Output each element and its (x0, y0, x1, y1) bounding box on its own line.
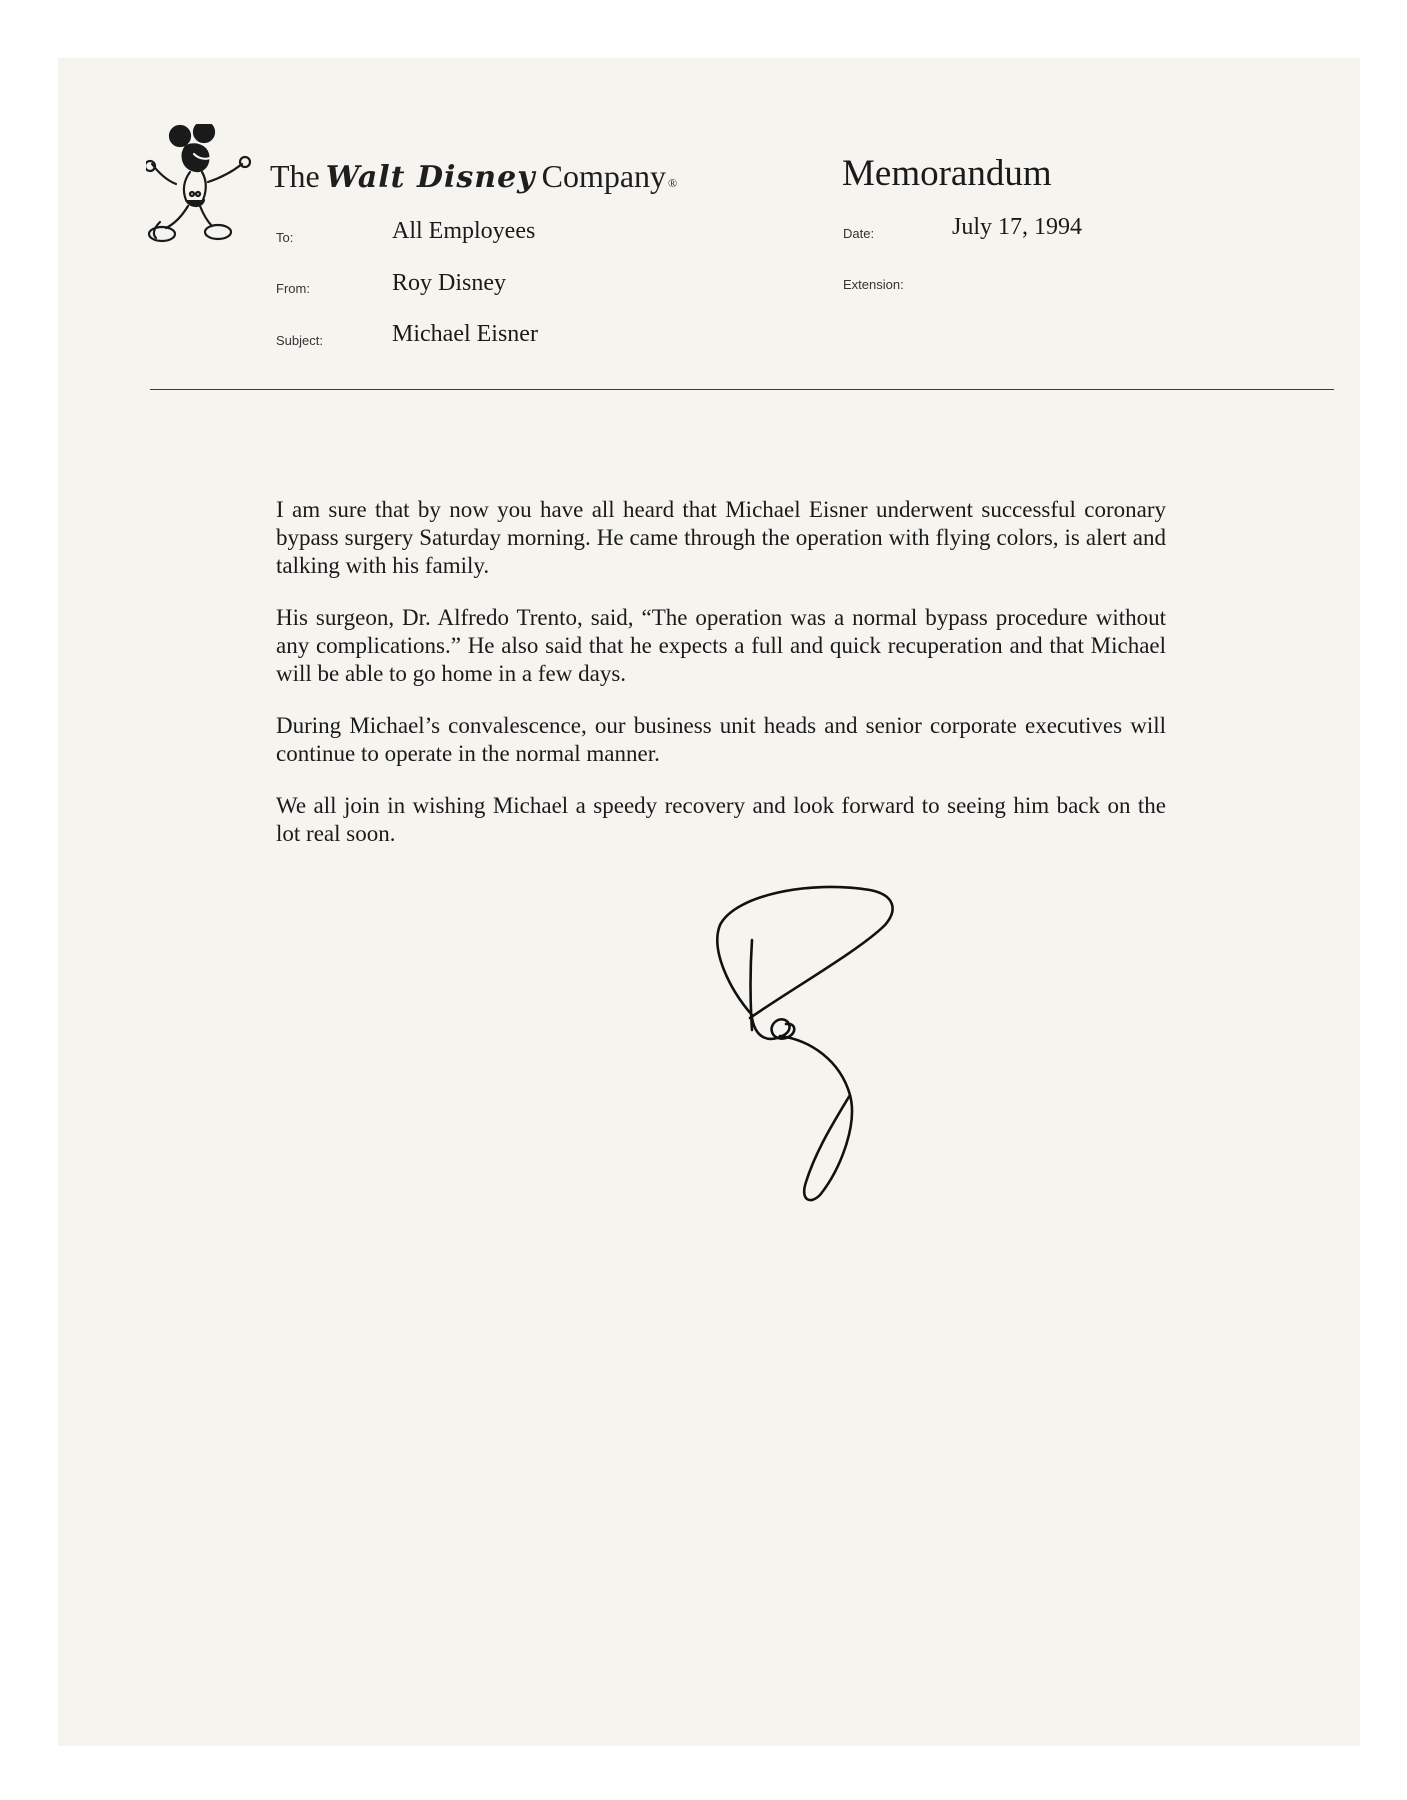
handwritten-signature (700, 870, 920, 1220)
subject-value: Michael Eisner (392, 321, 538, 347)
extension-label: Extension: (843, 277, 904, 292)
date-value: July 17, 1994 (952, 214, 1083, 240)
date-label: Date: (843, 226, 875, 241)
from-label: From: (276, 281, 310, 296)
to-label: To: (276, 230, 294, 245)
header-divider (150, 389, 1334, 390)
subject-label: Subject: (276, 333, 323, 348)
company-wordmark (270, 158, 677, 195)
brand-script-logo: Walt Disney (325, 160, 536, 195)
body-paragraph: His surgeon, Dr. Alfredo Trento, said, “The operation was a normal bypass procedure without any complications.” He also said that he expects a full and quick recuperation and that Michael will be able to go home in a few days. (276, 605, 1166, 686)
brand-prefix: The (270, 158, 320, 194)
registered-mark: ® (668, 176, 678, 190)
memo-title: Memorandum (842, 153, 1052, 194)
to-value: All Employees (392, 218, 536, 244)
brand-suffix: Company (541, 158, 667, 194)
body-paragraph: We all join in wishing Michael a speedy recovery and look forward to seeing him back on the lot real soon. (276, 793, 1166, 846)
memo-body (276, 496, 1166, 872)
from-value: Roy Disney (392, 270, 506, 296)
body-paragraph: During Michael’s convalescence, our business unit heads and senior corporate executives will continue to operate in the normal manner. (276, 713, 1166, 766)
mickey-mouse-icon (146, 124, 254, 250)
body-paragraph: I am sure that by now you have all heard that Michael Eisner underwent successful coronary bypass surgery Saturday morning. He came through the operation with flying colors, is alert and talking with his family. (276, 497, 1166, 578)
